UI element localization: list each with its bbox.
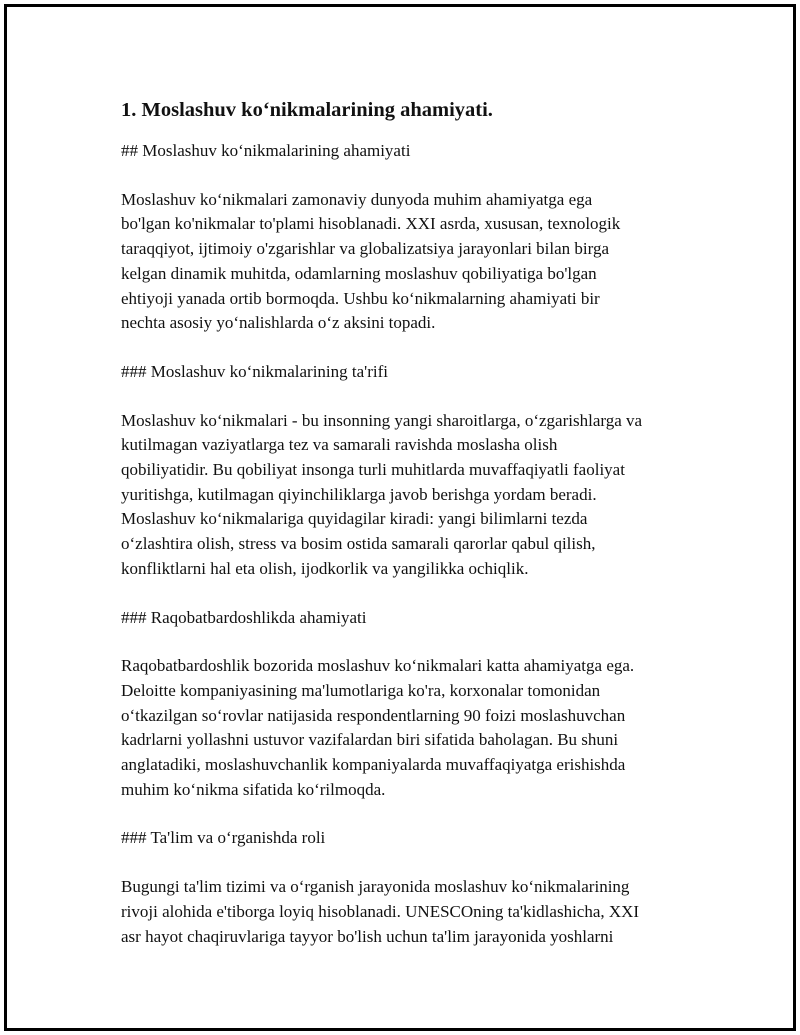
paragraph (121, 875, 701, 949)
text-line: qobiliyatidir. Bu qobiliyat insonga turli muhitlarda muvaffaqiyatli faoliyat (121, 460, 625, 480)
text-line: muhim ko‘nikma sifatida ko‘rilmoqda. (121, 779, 386, 799)
text-line: o‘zlashtira olish, stress va bosim ostida samarali qarorlar qabul qilish, (121, 534, 596, 554)
section-heading (121, 139, 701, 164)
text-line: anglatadiki, moslashuvchanlik kompaniyalarda muvaffaqiyatga erishishda (121, 755, 626, 775)
text-line: Deloitte kompaniyasining ma'lumotlariga ko'ra, korxonalar tomonidan (121, 680, 601, 700)
document-body (121, 97, 701, 973)
text-line: asr hayot chaqiruvlariga tayyor bo'lish uchun ta'lim jarayonida yoshlarni (121, 926, 614, 946)
text-line: bo'lgan ko'nikmalar to'plami hisoblanadi. XXI asrda, xususan, texnologik (121, 214, 621, 234)
text-line: Moslashuv ko‘nikmalari zamonaviy dunyoda muhim ahamiyatga ega (121, 189, 593, 209)
heading-text: ### Ta'lim va o‘rganishda roli (121, 828, 326, 848)
text-line: rivoji alohida e'tiborga loyiq hisoblanadi. UNESCOning ta'kidlashicha, XXI (121, 901, 640, 921)
page-frame (4, 4, 796, 1031)
section-heading (121, 360, 701, 385)
heading-text: ### Moslashuv ko‘nikmalarining ta'rifi (121, 361, 388, 381)
text-line: kelgan dinamik muhitda, odamlarning moslashuv qobiliyatiga bo'lgan (121, 263, 597, 283)
paragraph (121, 409, 701, 582)
text-line: yuritishga, kutilmagan qiyinchiliklarga javob berishga yordam beradi. (121, 484, 597, 504)
heading-text: ### Raqobatbardoshlikda ahamiyati (121, 607, 367, 627)
heading-text: ## Moslashuv ko‘nikmalarining ahamiyati (121, 141, 411, 160)
text-line: ehtiyoji yanada ortib bormoqda. Ushbu ko‘nikmalarning ahamiyati bir (121, 288, 600, 308)
text-line: kutilmagan vaziyatlarga tez va samarali ravishda moslasha olish (121, 435, 558, 455)
paragraph (121, 654, 701, 802)
text-line: Moslashuv ko‘nikmalariga quyidagilar kiradi: yangi bilimlarni tezda (121, 509, 588, 529)
text-line: nechta asosiy yo‘nalishlarda o‘z aksini topadi. (121, 313, 436, 333)
text-line: Moslashuv ko‘nikmalari - bu insonning yangi sharoitlarga, o‘zgarishlarga va (121, 410, 643, 430)
paragraph (121, 188, 701, 336)
page-title: 1. Moslashuv ko‘nikmalarining ahamiyati. (121, 99, 493, 121)
text-line: kadrlarni yollashni ustuvor vazifalardan biri sifatida baholagan. Bu shuni (121, 730, 619, 750)
text-line: o‘tkazilgan so‘rovlar natijasida respondentlarning 90 foizi moslashuvchan (121, 705, 626, 725)
section-heading (121, 826, 701, 851)
text-line: Bugungi ta'lim tizimi va o‘rganish jarayonida moslashuv ko‘nikmalarining (121, 877, 630, 897)
text-line: Raqobatbardoshlik bozorida moslashuv ko‘nikmalari katta ahamiyatga ega. (121, 656, 635, 676)
section-heading (121, 606, 701, 631)
text-line: konfliktlarni hal eta olish, ijodkorlik va yangilikka ochiqlik. (121, 558, 529, 578)
text-line: taraqqiyot, ijtimoiy o'zgarishlar va globalizatsiya jarayonlari bilan birga (121, 239, 610, 259)
